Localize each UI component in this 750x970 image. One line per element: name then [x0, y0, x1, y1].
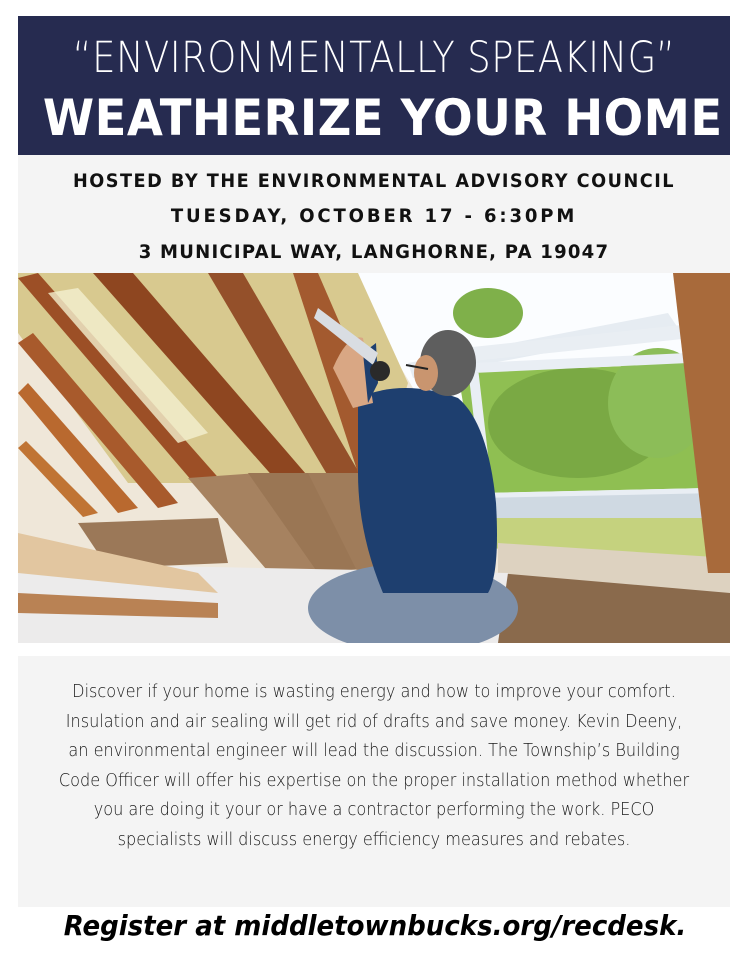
title-banner: [18, 16, 730, 155]
registration-link-text: Register at middletownbucks.org/recdesk.: [63, 909, 687, 942]
date-time-line: TUESDAY, OCTOBER 17 - 6:30PM: [170, 205, 578, 227]
host-line: HOSTED BY THE ENVIRONMENTAL ADVISORY COUNCIL: [72, 170, 676, 192]
address-line: 3 MUNICIPAL WAY, LANGHORNE, PA 19047: [138, 241, 610, 263]
event-info-block: [18, 155, 730, 273]
event-title: WEATHERIZE YOUR HOME: [42, 89, 723, 147]
event-description-block: [18, 656, 730, 907]
attic-weatherization-photo: [18, 273, 730, 643]
event-description: Discover if your home is wasting energy and how to improve your comfort. Insulation and air sealing will get rid of drafts and save money. Kevin Deeny, an environmental engineer will lead the discussion. The Township’s Building Code Officer will offer his expertise on the proper installation method whether you are doing it your or have a contractor performing the work. PECO specialists will discuss energy efficiency measures and rebates.: [58, 682, 690, 850]
series-subtitle: “ENVIRONMENTALLY SPEAKING”: [72, 33, 676, 83]
